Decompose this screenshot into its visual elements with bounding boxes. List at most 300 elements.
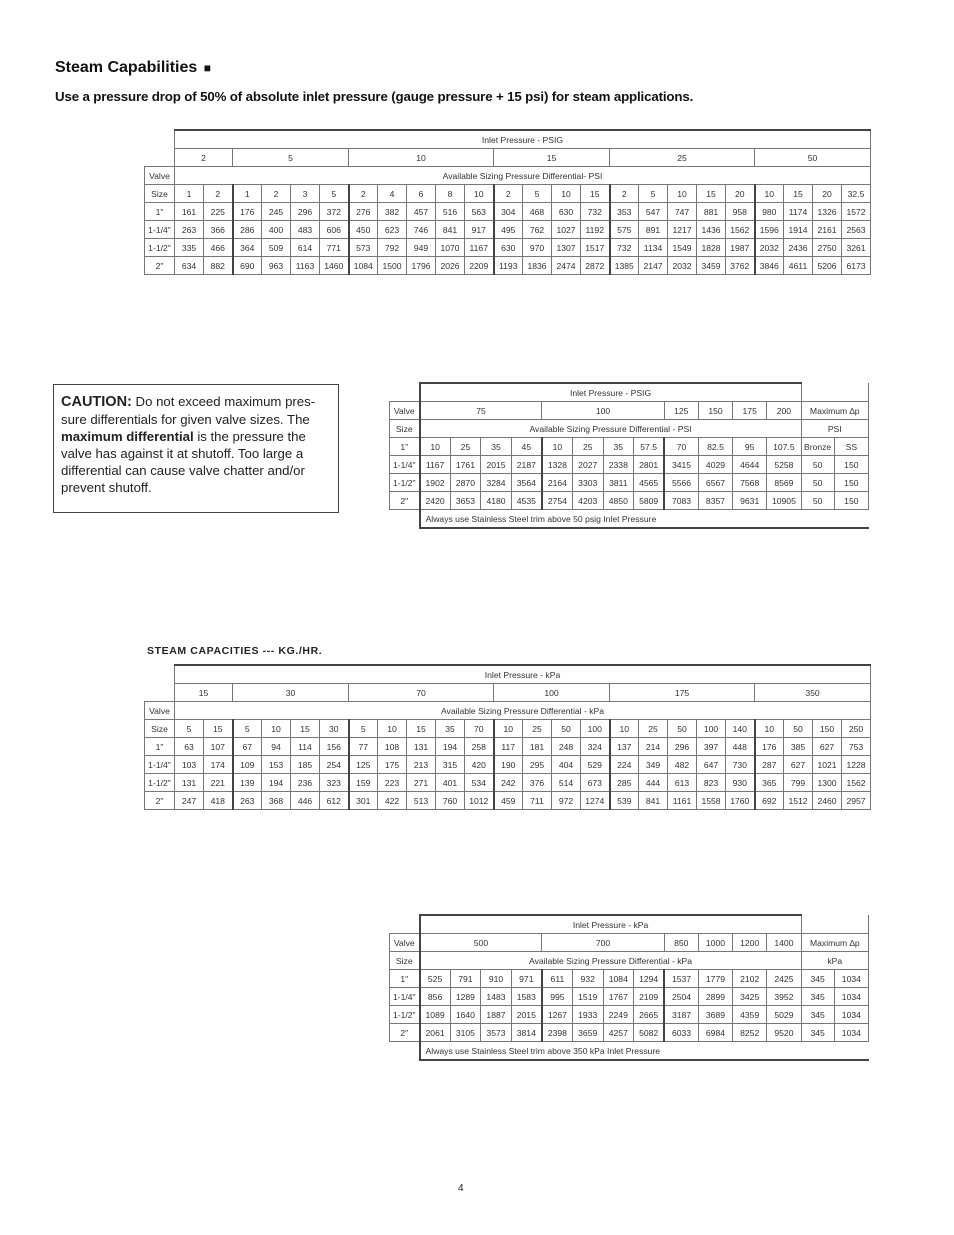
capacity-cell: 4180 (481, 492, 512, 510)
capacity-cell: 2026 (436, 257, 465, 275)
capacity-cell: 623 (378, 221, 407, 239)
capacity-cell: 534 (465, 774, 494, 792)
differential-value: 10 (610, 720, 639, 738)
differential-value: 10 (494, 720, 523, 738)
capacity-cell: 247 (175, 792, 204, 810)
capacity-cell: 692 (755, 792, 784, 810)
inlet-pressure-group: 15 (494, 149, 610, 167)
capacity-cell: 1174 (784, 203, 813, 221)
differential-value: 100 (581, 720, 610, 738)
capacity-cell: 2504 (664, 988, 698, 1006)
capacity-cell: 156 (320, 738, 349, 756)
capacity-cell: 4359 (733, 1006, 767, 1024)
capacity-cell: 980 (755, 203, 784, 221)
differential-header: Available Sizing Pressure Differential - kPa (420, 952, 802, 970)
capacity-cell: 4611 (784, 257, 813, 275)
capacity-cell: 131 (407, 738, 436, 756)
capacity-cell: 1163 (291, 257, 320, 275)
pressure-drop-instruction: Use a pressure drop of 50% of absolute inlet pressure (gauge pressure + 15 psi) for steam applications. (55, 89, 694, 104)
capacity-cell: 958 (726, 203, 755, 221)
capacity-cell: 3415 (664, 456, 698, 474)
capacity-cell: 223 (378, 774, 407, 792)
capacity-cell: 1134 (639, 239, 668, 257)
capacity-cell: 1500 (378, 257, 407, 275)
capacity-cell: 2109 (634, 988, 665, 1006)
capacity-cell: 400 (262, 221, 291, 239)
table-row (390, 1024, 869, 1042)
capacity-cell: 1084 (349, 257, 378, 275)
valve-size: 1-1/2" (145, 774, 175, 792)
capacity-cell: 495 (494, 221, 523, 239)
differential-value: 10 (755, 185, 784, 203)
table-row (390, 438, 869, 456)
capacity-cell: 563 (465, 203, 494, 221)
heading-square-marker: ■ (203, 61, 211, 75)
capacity-cell: 35 (603, 438, 634, 456)
capacity-cell: 296 (291, 203, 320, 221)
capacity-cell: 214 (639, 738, 668, 756)
capacity-cell: 2187 (511, 456, 542, 474)
capacity-cell: 468 (523, 203, 552, 221)
differential-header: Available Sizing Pressure Differential - PSI (420, 420, 801, 438)
inlet-pressure-group: 700 (542, 934, 664, 952)
capacity-cell: 1596 (755, 221, 784, 239)
capacity-cell: 2249 (603, 1006, 634, 1024)
page-number: 4 (458, 1183, 464, 1194)
capacity-cell: 6033 (664, 1024, 698, 1042)
page-heading: Steam Capabilities ■ (55, 59, 211, 76)
differential-value: 10 (755, 720, 784, 738)
max-differential-cell: 345 (801, 1024, 834, 1042)
capacity-cell: 5029 (767, 1006, 801, 1024)
capacity-cell: 107 (204, 738, 233, 756)
valve-size: 1-1/4" (390, 456, 420, 474)
capacity-cell: 4644 (733, 456, 767, 474)
capacity-cell: 70 (664, 438, 698, 456)
capacity-cell: 315 (436, 756, 465, 774)
table-row (390, 988, 869, 1006)
capacity-cell: 1887 (481, 1006, 512, 1024)
capacity-cell: 1192 (581, 221, 610, 239)
valve-size: 1-1/2" (390, 474, 420, 492)
capacity-cell: 5082 (634, 1024, 665, 1042)
inlet-pressure-header: Inlet Pressure - kPa (175, 665, 871, 684)
differential-value: 10 (378, 720, 407, 738)
capacity-cell: 2801 (634, 456, 665, 474)
capacity-cell: 366 (204, 221, 233, 239)
inlet-pressure-group: 50 (755, 149, 871, 167)
inlet-pressure-header: Inlet Pressure - PSIG (420, 383, 801, 402)
capacity-cell: 9631 (733, 492, 767, 510)
inlet-pressure-group: 850 (664, 934, 698, 952)
max-differential-cell: 345 (801, 1006, 834, 1024)
size-label: Size (390, 952, 420, 970)
capacity-cell: 466 (204, 239, 233, 257)
capacity-cell: 10905 (767, 492, 801, 510)
max-differential-cell: 1034 (834, 1024, 868, 1042)
size-label: Size (145, 720, 175, 738)
valve-label: Valve (390, 934, 420, 952)
valve-size: 1-1/2" (145, 239, 175, 257)
table-row (390, 492, 869, 510)
inlet-pressure-group: 15 (175, 684, 233, 702)
capacity-cell: 1828 (697, 239, 726, 257)
capacity-cell: 194 (262, 774, 291, 792)
valve-label: Valve (390, 402, 420, 420)
capacity-cell: 2665 (634, 1006, 665, 1024)
inlet-pressure-group: 25 (610, 149, 755, 167)
capacity-cell: 4565 (634, 474, 665, 492)
table-row (390, 383, 869, 402)
inlet-pressure-header: Inlet Pressure - kPa (420, 915, 802, 934)
capacity-cell: 2436 (784, 239, 813, 257)
capacity-cell: 2164 (542, 474, 573, 492)
capacity-cell: 1167 (420, 456, 451, 474)
capacity-cell: 1512 (784, 792, 813, 810)
capacity-cell: 2061 (420, 1024, 451, 1042)
max-differential-cell: 50 (801, 474, 834, 492)
capacity-cell: 1070 (436, 239, 465, 257)
capacity-cell: 509 (262, 239, 291, 257)
differential-value: 5 (175, 720, 204, 738)
inlet-pressure-group: 30 (233, 684, 349, 702)
capacity-cell: 3814 (511, 1024, 542, 1042)
differential-value: 1 (175, 185, 204, 203)
capacity-cell: 1640 (450, 1006, 481, 1024)
differential-value: 2 (349, 185, 378, 203)
capacity-cell: 131 (175, 774, 204, 792)
capacity-cell: 153 (262, 756, 291, 774)
capacity-cell: 2398 (542, 1024, 573, 1042)
max-differential-cell: 1034 (834, 988, 868, 1006)
capacity-cell: 248 (552, 738, 581, 756)
inlet-pressure-group: 75 (420, 402, 542, 420)
capacity-cell: 418 (204, 792, 233, 810)
capacity-cell: 7568 (733, 474, 767, 492)
capacity-cell: 1767 (603, 988, 634, 1006)
capacity-cell: 1228 (842, 756, 871, 774)
differential-value: 20 (726, 185, 755, 203)
capacity-cell: 1089 (420, 1006, 451, 1024)
capacity-cell: 401 (436, 774, 465, 792)
size-label: Size (145, 185, 175, 203)
differential-value: 10 (552, 185, 581, 203)
table-row (145, 720, 871, 738)
capacity-cell: 2032 (755, 239, 784, 257)
capacity-cell: 125 (349, 756, 378, 774)
capacity-cell: 2102 (733, 970, 767, 988)
capacity-cell: 1193 (494, 257, 523, 275)
capacity-cell: 762 (523, 221, 552, 239)
capacity-cell: 224 (610, 756, 639, 774)
capacity-cell: 930 (726, 774, 755, 792)
capacity-cell: 514 (552, 774, 581, 792)
differential-header: Available Sizing Pressure Differential - kPa (175, 702, 871, 720)
capacity-cell: 2209 (465, 257, 494, 275)
table-row (145, 257, 871, 275)
capacity-cell: 2563 (842, 221, 871, 239)
max-differential-header: Maximum ∆p (801, 402, 868, 420)
capacity-cell: 747 (668, 203, 697, 221)
capacity-cell: 1760 (726, 792, 755, 810)
stainless-steel-note: Always use Stainless Steel trim above 350 kPa Inlet Pressure (420, 1042, 869, 1061)
differential-value: 15 (291, 720, 320, 738)
corner-blank (390, 915, 420, 934)
capacity-cell: 3564 (511, 474, 542, 492)
capacity-cell: 446 (291, 792, 320, 810)
capacity-cell: 376 (523, 774, 552, 792)
capacity-cell: 882 (204, 257, 233, 275)
capacity-cell: 63 (175, 738, 204, 756)
steam-capabilities-psig-table-high (389, 382, 869, 529)
capacity-cell: 791 (450, 970, 481, 988)
table-row (390, 952, 869, 970)
capacity-cell: 9520 (767, 1024, 801, 1042)
table-row (390, 934, 869, 952)
capacity-cell: 856 (420, 988, 451, 1006)
capacity-cell: 10 (420, 438, 451, 456)
capacity-cell: 634 (175, 257, 204, 275)
table-row (390, 510, 869, 529)
table-row (390, 456, 869, 474)
corner-blank (145, 684, 175, 702)
valve-size: 2" (145, 792, 175, 810)
table-row (145, 167, 871, 185)
capacity-cell: 422 (378, 792, 407, 810)
capacity-cell: 25 (450, 438, 481, 456)
differential-value: 32.5 (842, 185, 871, 203)
capacity-cell: 614 (291, 239, 320, 257)
differential-value: 100 (697, 720, 726, 738)
capacity-cell: 349 (639, 756, 668, 774)
capacity-cell: 181 (523, 738, 552, 756)
capacity-cell: 301 (349, 792, 378, 810)
capacity-cell: 4535 (511, 492, 542, 510)
differential-value: 8 (436, 185, 465, 203)
capacity-cell: 254 (320, 756, 349, 774)
capacity-cell: 236 (291, 774, 320, 792)
capacity-cell: 6173 (842, 257, 871, 275)
capacity-cell: 35 (481, 438, 512, 456)
differential-value: 35 (436, 720, 465, 738)
capacity-cell: 482 (668, 756, 697, 774)
capacity-cell: 1161 (668, 792, 697, 810)
stainless-steel-note: Always use Stainless Steel trim above 50 psig Inlet Pressure (420, 510, 869, 529)
capacity-cell: 1836 (523, 257, 552, 275)
capacity-cell: 1021 (813, 756, 842, 774)
capacity-cell: 513 (407, 792, 436, 810)
differential-value: 10 (262, 720, 291, 738)
capacity-cell: 2899 (698, 988, 732, 1006)
capacity-cell: 760 (436, 792, 465, 810)
caution-text-1: Do not exceed maximum pres-sure differentials for given valve sizes. The (61, 394, 316, 427)
capacity-cell: 82.5 (698, 438, 732, 456)
capacity-cell: 8357 (698, 492, 732, 510)
capacity-cell: 732 (610, 239, 639, 257)
capacity-cell: 2425 (767, 970, 801, 988)
table-row (145, 774, 871, 792)
capacity-cell: 5206 (813, 257, 842, 275)
capacity-cell: 3284 (481, 474, 512, 492)
capacity-cell: 258 (465, 738, 494, 756)
differential-value: 6 (407, 185, 436, 203)
differential-value: 15 (581, 185, 610, 203)
valve-label: Valve (145, 167, 175, 185)
valve-size: 1-1/4" (145, 221, 175, 239)
valve-size: 2" (390, 492, 420, 510)
capacity-cell: 5258 (767, 456, 801, 474)
max-differential-cell: 1034 (834, 1006, 868, 1024)
capacity-cell: 8252 (733, 1024, 767, 1042)
max-differential-cell: 150 (834, 456, 868, 474)
capacity-cell: 3653 (450, 492, 481, 510)
note-blank (390, 1042, 420, 1061)
table-row (145, 792, 871, 810)
table-row (145, 702, 871, 720)
corner-blank (145, 665, 175, 684)
capacity-cell: 94 (262, 738, 291, 756)
capacity-cell: 385 (784, 738, 813, 756)
capacity-cell: 7083 (664, 492, 698, 510)
capacity-cell: 1558 (697, 792, 726, 810)
max-differential-cell: 1034 (834, 970, 868, 988)
table-row (145, 185, 871, 203)
capacity-cell: 1326 (813, 203, 842, 221)
capacity-cell: 276 (349, 203, 378, 221)
capacity-cell: 4850 (603, 492, 634, 510)
capacity-cell: 245 (262, 203, 291, 221)
capacity-cell: 185 (291, 756, 320, 774)
capacity-cell: 970 (523, 239, 552, 257)
capacity-cell: 2015 (481, 456, 512, 474)
capacity-cell: 108 (378, 738, 407, 756)
corner-blank (390, 383, 420, 402)
capacity-cell: 949 (407, 239, 436, 257)
max-blank (801, 383, 868, 402)
capacity-cell: 995 (542, 988, 573, 1006)
capacity-cell: 2032 (668, 257, 697, 275)
capacity-cell: 114 (291, 738, 320, 756)
inlet-pressure-group: 150 (698, 402, 732, 420)
capacity-cell: 242 (494, 774, 523, 792)
capacity-cell: 3105 (450, 1024, 481, 1042)
capacity-cell: 1307 (552, 239, 581, 257)
capacity-cell: 459 (494, 792, 523, 810)
max-differential-cell: 50 (801, 492, 834, 510)
caution-bold-term: maximum differential (61, 429, 194, 444)
capacity-cell: 1483 (481, 988, 512, 1006)
differential-value: 10 (465, 185, 494, 203)
capacity-cell: 573 (349, 239, 378, 257)
capacity-cell: 3573 (481, 1024, 512, 1042)
capacity-cell: 1300 (813, 774, 842, 792)
table-row (145, 130, 871, 149)
capacity-cell: 971 (511, 970, 542, 988)
max-differential-cell: SS (834, 438, 868, 456)
differential-value: 10 (668, 185, 697, 203)
capacity-cell: 647 (697, 756, 726, 774)
capacity-cell: 1217 (668, 221, 697, 239)
capacity-cell: 539 (610, 792, 639, 810)
capacity-cell: 2147 (639, 257, 668, 275)
capacity-cell: 630 (552, 203, 581, 221)
differential-value: 2 (610, 185, 639, 203)
capacity-cell: 711 (523, 792, 552, 810)
steam-capabilities-psig-table-low (144, 129, 871, 275)
capacity-cell: 137 (610, 738, 639, 756)
capacity-cell: 77 (349, 738, 378, 756)
capacity-cell: 2750 (813, 239, 842, 257)
capacity-cell: 8569 (767, 474, 801, 492)
differential-value: 2 (494, 185, 523, 203)
differential-value: 1 (233, 185, 262, 203)
inlet-pressure-header: Inlet Pressure - PSIG (175, 130, 871, 149)
table-row (145, 221, 871, 239)
capacity-cell: 627 (813, 738, 842, 756)
corner-blank (145, 130, 175, 149)
capacity-cell: 335 (175, 239, 204, 257)
inlet-pressure-group: 1200 (733, 934, 767, 952)
capacity-cell: 2872 (581, 257, 610, 275)
capacity-cell: 3261 (842, 239, 871, 257)
capacity-cell: 1294 (634, 970, 665, 988)
capacity-cell: 799 (784, 774, 813, 792)
capacity-cell: 841 (436, 221, 465, 239)
capacity-cell: 450 (349, 221, 378, 239)
capacity-cell: 823 (697, 774, 726, 792)
capacity-cell: 963 (262, 257, 291, 275)
capacity-cell: 139 (233, 774, 262, 792)
capacity-cell: 1328 (542, 456, 573, 474)
differential-value: 25 (523, 720, 552, 738)
capacity-cell: 176 (755, 738, 784, 756)
table-row (145, 239, 871, 257)
capacity-cell: 67 (233, 738, 262, 756)
capacity-cell: 1027 (552, 221, 581, 239)
valve-size: 2" (390, 1024, 420, 1042)
capacity-cell: 606 (320, 221, 349, 239)
caution-box (53, 384, 339, 513)
capacity-cell: 95 (733, 438, 767, 456)
differential-value: 70 (465, 720, 494, 738)
capacity-cell: 107.5 (767, 438, 801, 456)
capacity-cell: 3689 (698, 1006, 732, 1024)
capacity-cell: 792 (378, 239, 407, 257)
capacity-cell: 611 (542, 970, 573, 988)
capacity-cell: 630 (494, 239, 523, 257)
capacity-cell: 1274 (581, 792, 610, 810)
capacity-cell: 1761 (450, 456, 481, 474)
valve-label: Valve (145, 702, 175, 720)
capacity-cell: 4029 (698, 456, 732, 474)
capacity-cell: 1084 (603, 970, 634, 988)
capacity-cell: 891 (639, 221, 668, 239)
table-row (390, 402, 869, 420)
capacity-cell: 1519 (572, 988, 603, 1006)
capacity-cell: 2161 (813, 221, 842, 239)
inlet-pressure-group: 1000 (698, 934, 732, 952)
capacity-cell: 397 (697, 738, 726, 756)
differential-value: 5 (233, 720, 262, 738)
capacity-cell: 746 (407, 221, 436, 239)
table-row (390, 420, 869, 438)
table-row (145, 665, 871, 684)
table-row (145, 203, 871, 221)
capacity-cell: 324 (581, 738, 610, 756)
capacity-cell: 225 (204, 203, 233, 221)
capacity-cell: 730 (726, 756, 755, 774)
capacity-cell: 404 (552, 756, 581, 774)
